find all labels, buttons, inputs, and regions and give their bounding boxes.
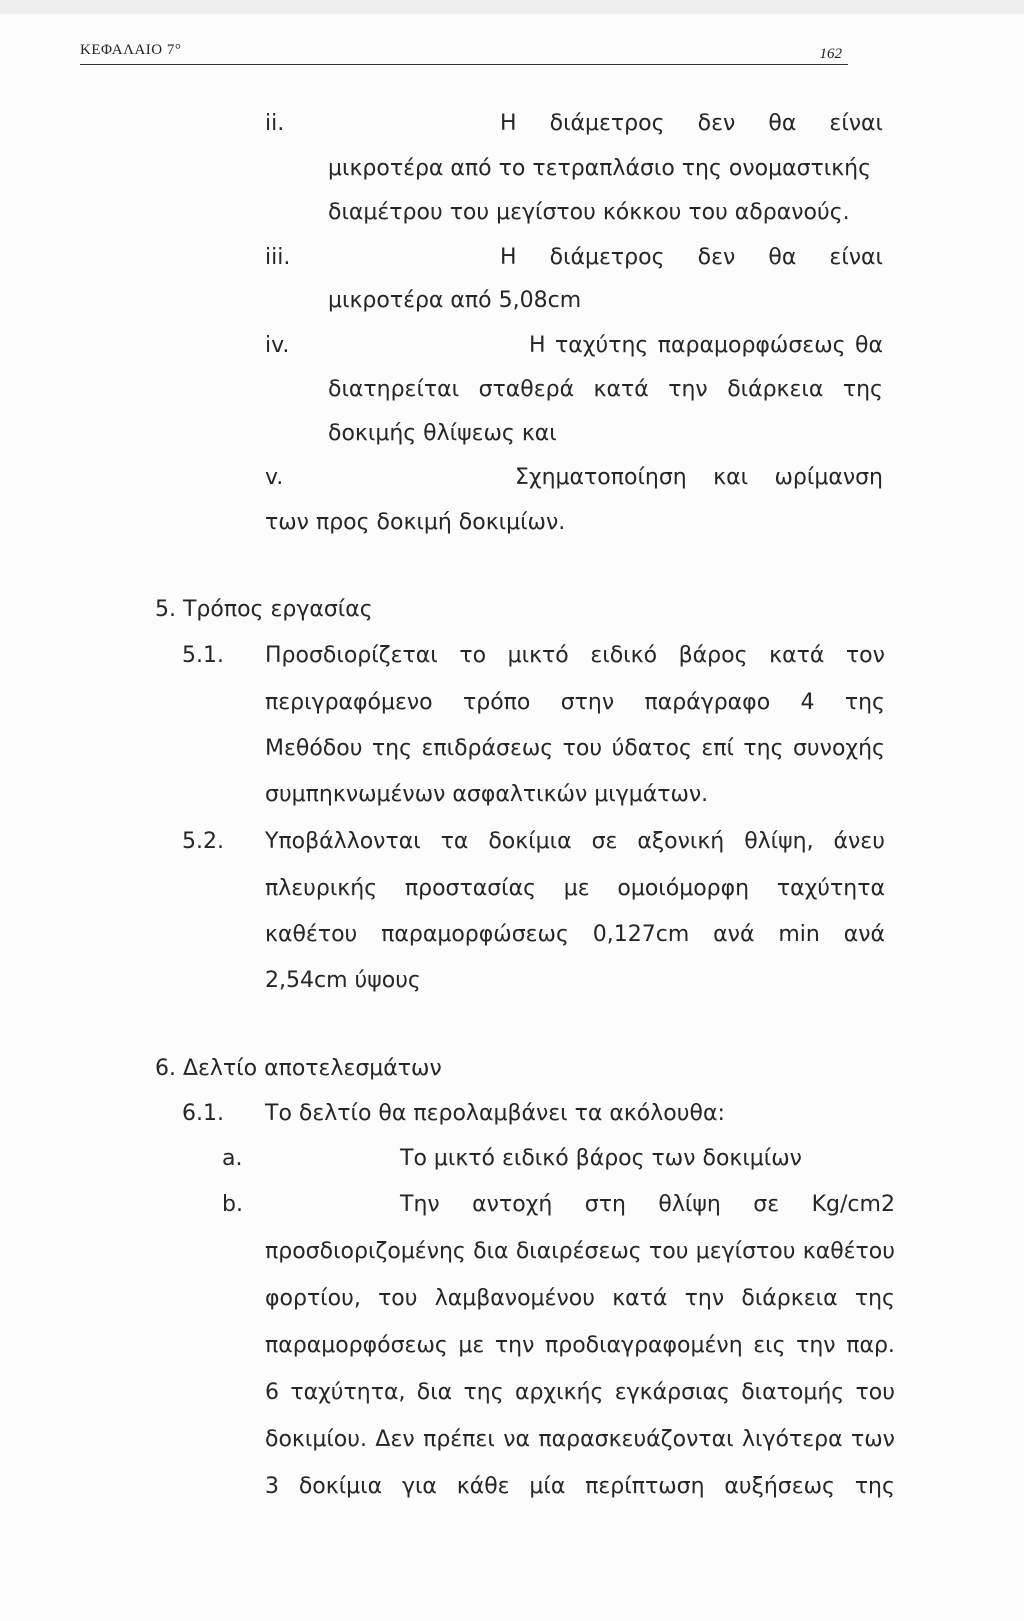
- word: περίπτωση: [585, 1474, 705, 1499]
- word: παρασκευάζονται: [538, 1427, 734, 1452]
- word: δοκιμίου.: [265, 1427, 367, 1452]
- word: προσδιοριζομένης: [265, 1239, 466, 1264]
- item-b-line-5: [265, 1380, 895, 1406]
- word: τρόπο: [463, 690, 531, 715]
- word: δια: [473, 1239, 509, 1264]
- word: εις: [753, 1333, 786, 1358]
- word: καθέτου: [265, 922, 358, 947]
- word: με: [458, 1333, 485, 1358]
- word: διάρκεια: [727, 377, 824, 402]
- item-b-line-6: [265, 1427, 895, 1453]
- word: λιγότερα: [742, 1427, 843, 1452]
- word: κάθε: [456, 1474, 510, 1499]
- word: θα: [855, 333, 883, 358]
- word: διάρκεια: [741, 1286, 838, 1311]
- word: παρ.: [846, 1333, 895, 1358]
- paragraph-5-2-line-4: 2,54cm ύψους: [265, 968, 421, 993]
- word: των: [851, 1427, 895, 1452]
- word: ομοιόμορφη: [617, 876, 750, 901]
- word: Υποβάλλονται: [265, 829, 421, 854]
- item-b-line-1: [400, 1192, 895, 1218]
- word: της: [371, 736, 413, 761]
- list-marker-b: b.: [222, 1192, 243, 1217]
- word: 4: [800, 690, 815, 715]
- word: πλευρικής: [265, 876, 378, 901]
- list-marker-iv: iv.: [265, 333, 290, 358]
- word: καθέτου: [802, 1239, 895, 1264]
- word: δεν: [697, 245, 736, 270]
- word: επί: [701, 736, 734, 761]
- item-iii-line-2: μικροτέρα από 5,08cm: [328, 288, 582, 313]
- word: προστασίας: [404, 876, 537, 901]
- list-marker-ii: ii.: [265, 111, 285, 136]
- word: της: [743, 736, 784, 761]
- word: την: [494, 1333, 535, 1358]
- word: Μεθόδου: [265, 736, 363, 761]
- paragraph-5-1-line-4: συμπηκνωμένων ασφαλτικών μιγμάτων.: [265, 782, 709, 807]
- word: σε: [753, 1192, 780, 1217]
- page-number: 162: [819, 46, 842, 62]
- item-b-line-2: [265, 1239, 895, 1265]
- item-v-line-2: των προς δοκιμή δοκιμίων.: [265, 510, 566, 535]
- paragraph-5-1-line-3: [265, 736, 885, 762]
- word: ταχύτητα: [776, 876, 885, 901]
- paragraph-number-5-1: 5.1.: [182, 643, 224, 668]
- word: της: [463, 1380, 504, 1405]
- word: με: [563, 876, 590, 901]
- word: πρέπει: [423, 1427, 495, 1452]
- word: Η: [500, 111, 517, 136]
- word: στη: [584, 1192, 626, 1217]
- word: παραμορφόσεως: [265, 1333, 448, 1358]
- word: άνευ: [833, 829, 885, 854]
- word: κατά: [612, 1286, 668, 1311]
- item-iv-line-1: [529, 333, 883, 359]
- word: σε: [591, 829, 618, 854]
- word: αντοχή: [472, 1192, 553, 1217]
- paragraph-5-1-line-1: [265, 643, 885, 669]
- word: του: [649, 1239, 689, 1264]
- word: ανά: [713, 922, 755, 947]
- word: Σχηματοποίηση: [515, 465, 687, 490]
- word: της: [854, 1286, 895, 1311]
- word: ανά: [843, 922, 885, 947]
- word: την: [684, 1286, 725, 1311]
- word: τα: [440, 829, 469, 854]
- word: διατομής: [741, 1380, 845, 1405]
- word: ύδατος: [611, 736, 692, 761]
- paragraph-6-1-text: Το δελτίο θα περολαμβάνει τα ακόλουθα:: [265, 1101, 725, 1126]
- paragraph-5-1-line-2: [265, 690, 885, 716]
- section-5-heading: 5. Τρόπος εργασίας: [155, 597, 373, 622]
- paragraph-number-6-1: 6.1.: [182, 1101, 224, 1126]
- word: ειδικό: [590, 643, 658, 668]
- scan-edge: [0, 0, 1024, 14]
- item-ii-line-3: διαμέτρου του μεγίστου κόκκου του αδρανούς.: [328, 200, 850, 225]
- chapter-title: ΚΕΦΑΛΑΙΟ 7°: [80, 42, 182, 58]
- word: μεγίστου: [695, 1239, 796, 1264]
- word: θα: [768, 245, 797, 270]
- item-v-line-1: [515, 465, 883, 491]
- paragraph-5-2-line-1: [265, 829, 885, 855]
- word: είναι: [829, 111, 883, 136]
- word: δοκίμια: [488, 829, 572, 854]
- word: ταχύτης: [555, 333, 649, 358]
- word: την: [796, 1333, 836, 1358]
- word: διάμετρος: [549, 245, 665, 270]
- word: Kg/cm2: [811, 1192, 895, 1217]
- list-marker-v: v.: [265, 465, 284, 490]
- word: αξονική: [637, 829, 725, 854]
- word: ωρίμανση: [774, 465, 883, 490]
- item-ii-line-2: μικροτέρα από το τετραπλάσιο της ονομαστικής: [328, 156, 872, 181]
- word: παραμορφώσεως: [657, 333, 846, 358]
- word: εγκάρσιας: [614, 1380, 730, 1405]
- word: αρχικής: [514, 1380, 604, 1405]
- item-iv-line-3: δοκιμής θλίψεως και: [328, 421, 557, 446]
- item-a-text: Το μικτό ειδικό βάρος των δοκιμίων: [400, 1146, 802, 1171]
- word: δια: [416, 1380, 453, 1405]
- word: σταθερά: [478, 377, 575, 402]
- word: της: [844, 690, 885, 715]
- list-marker-a: a.: [222, 1146, 243, 1171]
- word: βάρος: [678, 643, 748, 668]
- word: είναι: [829, 245, 883, 270]
- word: παράγραφο: [644, 690, 771, 715]
- word: του: [855, 1380, 895, 1405]
- item-iv-line-2: [328, 377, 883, 403]
- word: διαιρέσεως: [515, 1239, 642, 1264]
- word: μία: [529, 1474, 566, 1499]
- word: συνοχής: [792, 736, 885, 761]
- word: διάμετρος: [549, 111, 665, 136]
- page-header: [80, 30, 848, 65]
- word: Την: [400, 1192, 440, 1217]
- word: αυξήσεως: [724, 1474, 835, 1499]
- item-b-line-3: [265, 1286, 895, 1312]
- word: παραμορφώσεως: [381, 922, 569, 947]
- word: λαμβανομένου: [434, 1286, 595, 1311]
- word: του: [562, 736, 603, 761]
- item-ii-line-1: [500, 111, 883, 137]
- word: τον: [845, 643, 885, 668]
- word: min: [778, 922, 820, 947]
- word: ταχύτητα,: [290, 1380, 406, 1405]
- word: περιγραφόμενο: [265, 690, 433, 715]
- paragraph-number-5-2: 5.2.: [182, 829, 224, 854]
- word: και: [713, 465, 749, 490]
- word: φορτίου,: [265, 1286, 361, 1311]
- word: προδιαγραφομένη: [544, 1333, 743, 1358]
- item-b-line-7: [265, 1474, 895, 1500]
- word: να: [503, 1427, 530, 1452]
- word: επιδράσεως: [421, 736, 554, 761]
- word: της: [854, 1474, 895, 1499]
- paragraph-5-2-line-3: [265, 922, 885, 948]
- word: Δεν: [375, 1427, 415, 1452]
- word: την: [668, 377, 708, 402]
- word: θλίψη: [658, 1192, 721, 1217]
- word: το: [459, 643, 487, 668]
- word: Προσδιορίζεται: [265, 643, 438, 668]
- word: 0,127cm: [592, 922, 690, 947]
- word: θα: [768, 111, 797, 136]
- word: Η: [529, 333, 546, 358]
- word: της: [842, 377, 883, 402]
- word: κατά: [593, 377, 649, 402]
- word: διατηρείται: [328, 377, 460, 402]
- item-iii-line-1: [500, 245, 883, 271]
- word: μικτό: [507, 643, 569, 668]
- word: δεν: [697, 111, 736, 136]
- word: του: [378, 1286, 418, 1311]
- word: 6: [265, 1380, 279, 1405]
- word: δοκίμια: [298, 1474, 383, 1499]
- word: Η: [500, 245, 517, 270]
- section-6-heading: 6. Δελτίο αποτελεσμάτων: [155, 1056, 442, 1081]
- paragraph-5-2-line-2: [265, 876, 885, 902]
- word: κατά: [769, 643, 825, 668]
- list-marker-iii: iii.: [265, 245, 291, 270]
- word: θλίψη,: [744, 829, 814, 854]
- item-b-line-4: [265, 1333, 895, 1359]
- word: για: [401, 1474, 437, 1499]
- word: στην: [560, 690, 615, 715]
- word: 3: [265, 1474, 279, 1499]
